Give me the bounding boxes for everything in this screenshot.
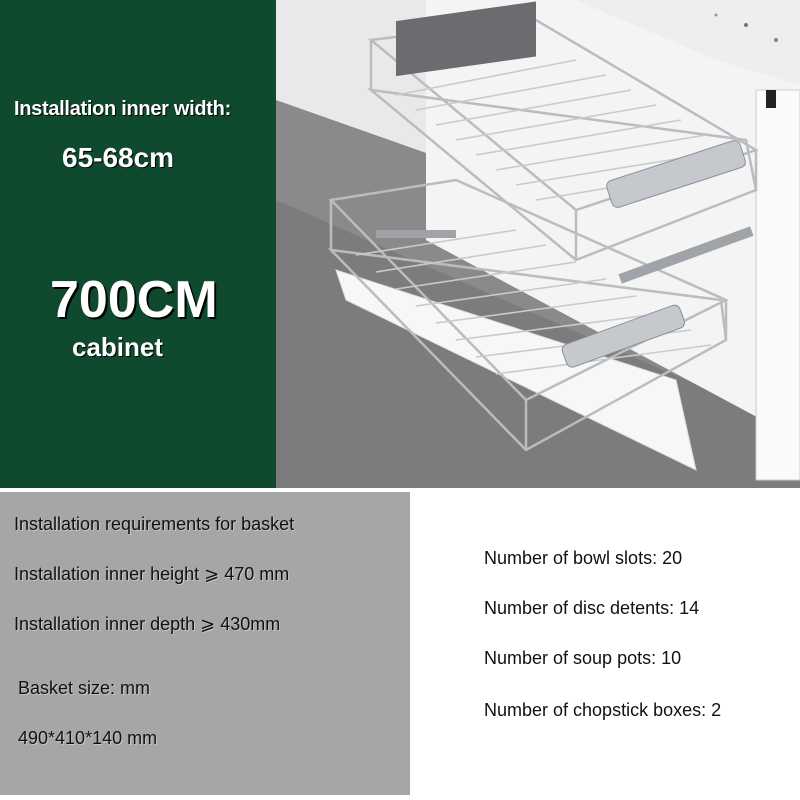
basket-illustration bbox=[276, 0, 800, 488]
requirements-panel bbox=[0, 492, 410, 795]
cabinet-label: cabinet bbox=[72, 332, 164, 362]
cabinet-size-value: 700CM bbox=[50, 271, 218, 329]
basket-size-value: 490*410*140 mm bbox=[18, 728, 158, 748]
disc-detents-spec: Number of disc detents: 14 bbox=[484, 598, 700, 618]
product-photo bbox=[276, 0, 800, 488]
inner-width-label: Installation inner width: bbox=[14, 98, 231, 120]
inner-depth-requirement: Installation inner depth ⩾ 430mm bbox=[14, 614, 281, 634]
inner-height-requirement: Installation inner height ⩾ 470 mm bbox=[14, 564, 290, 584]
chopstick-boxes-spec: Number of chopstick boxes: 2 bbox=[484, 700, 722, 720]
basket-size-label: Basket size: mm bbox=[18, 678, 151, 698]
soup-pots-spec: Number of soup pots: 10 bbox=[484, 648, 682, 668]
green-info-panel bbox=[0, 0, 276, 488]
requirements-heading: Installation requirements for basket bbox=[14, 514, 295, 534]
bowl-slots-spec: Number of bowl slots: 20 bbox=[484, 548, 683, 568]
inner-width-value: 65-68cm bbox=[62, 142, 175, 173]
